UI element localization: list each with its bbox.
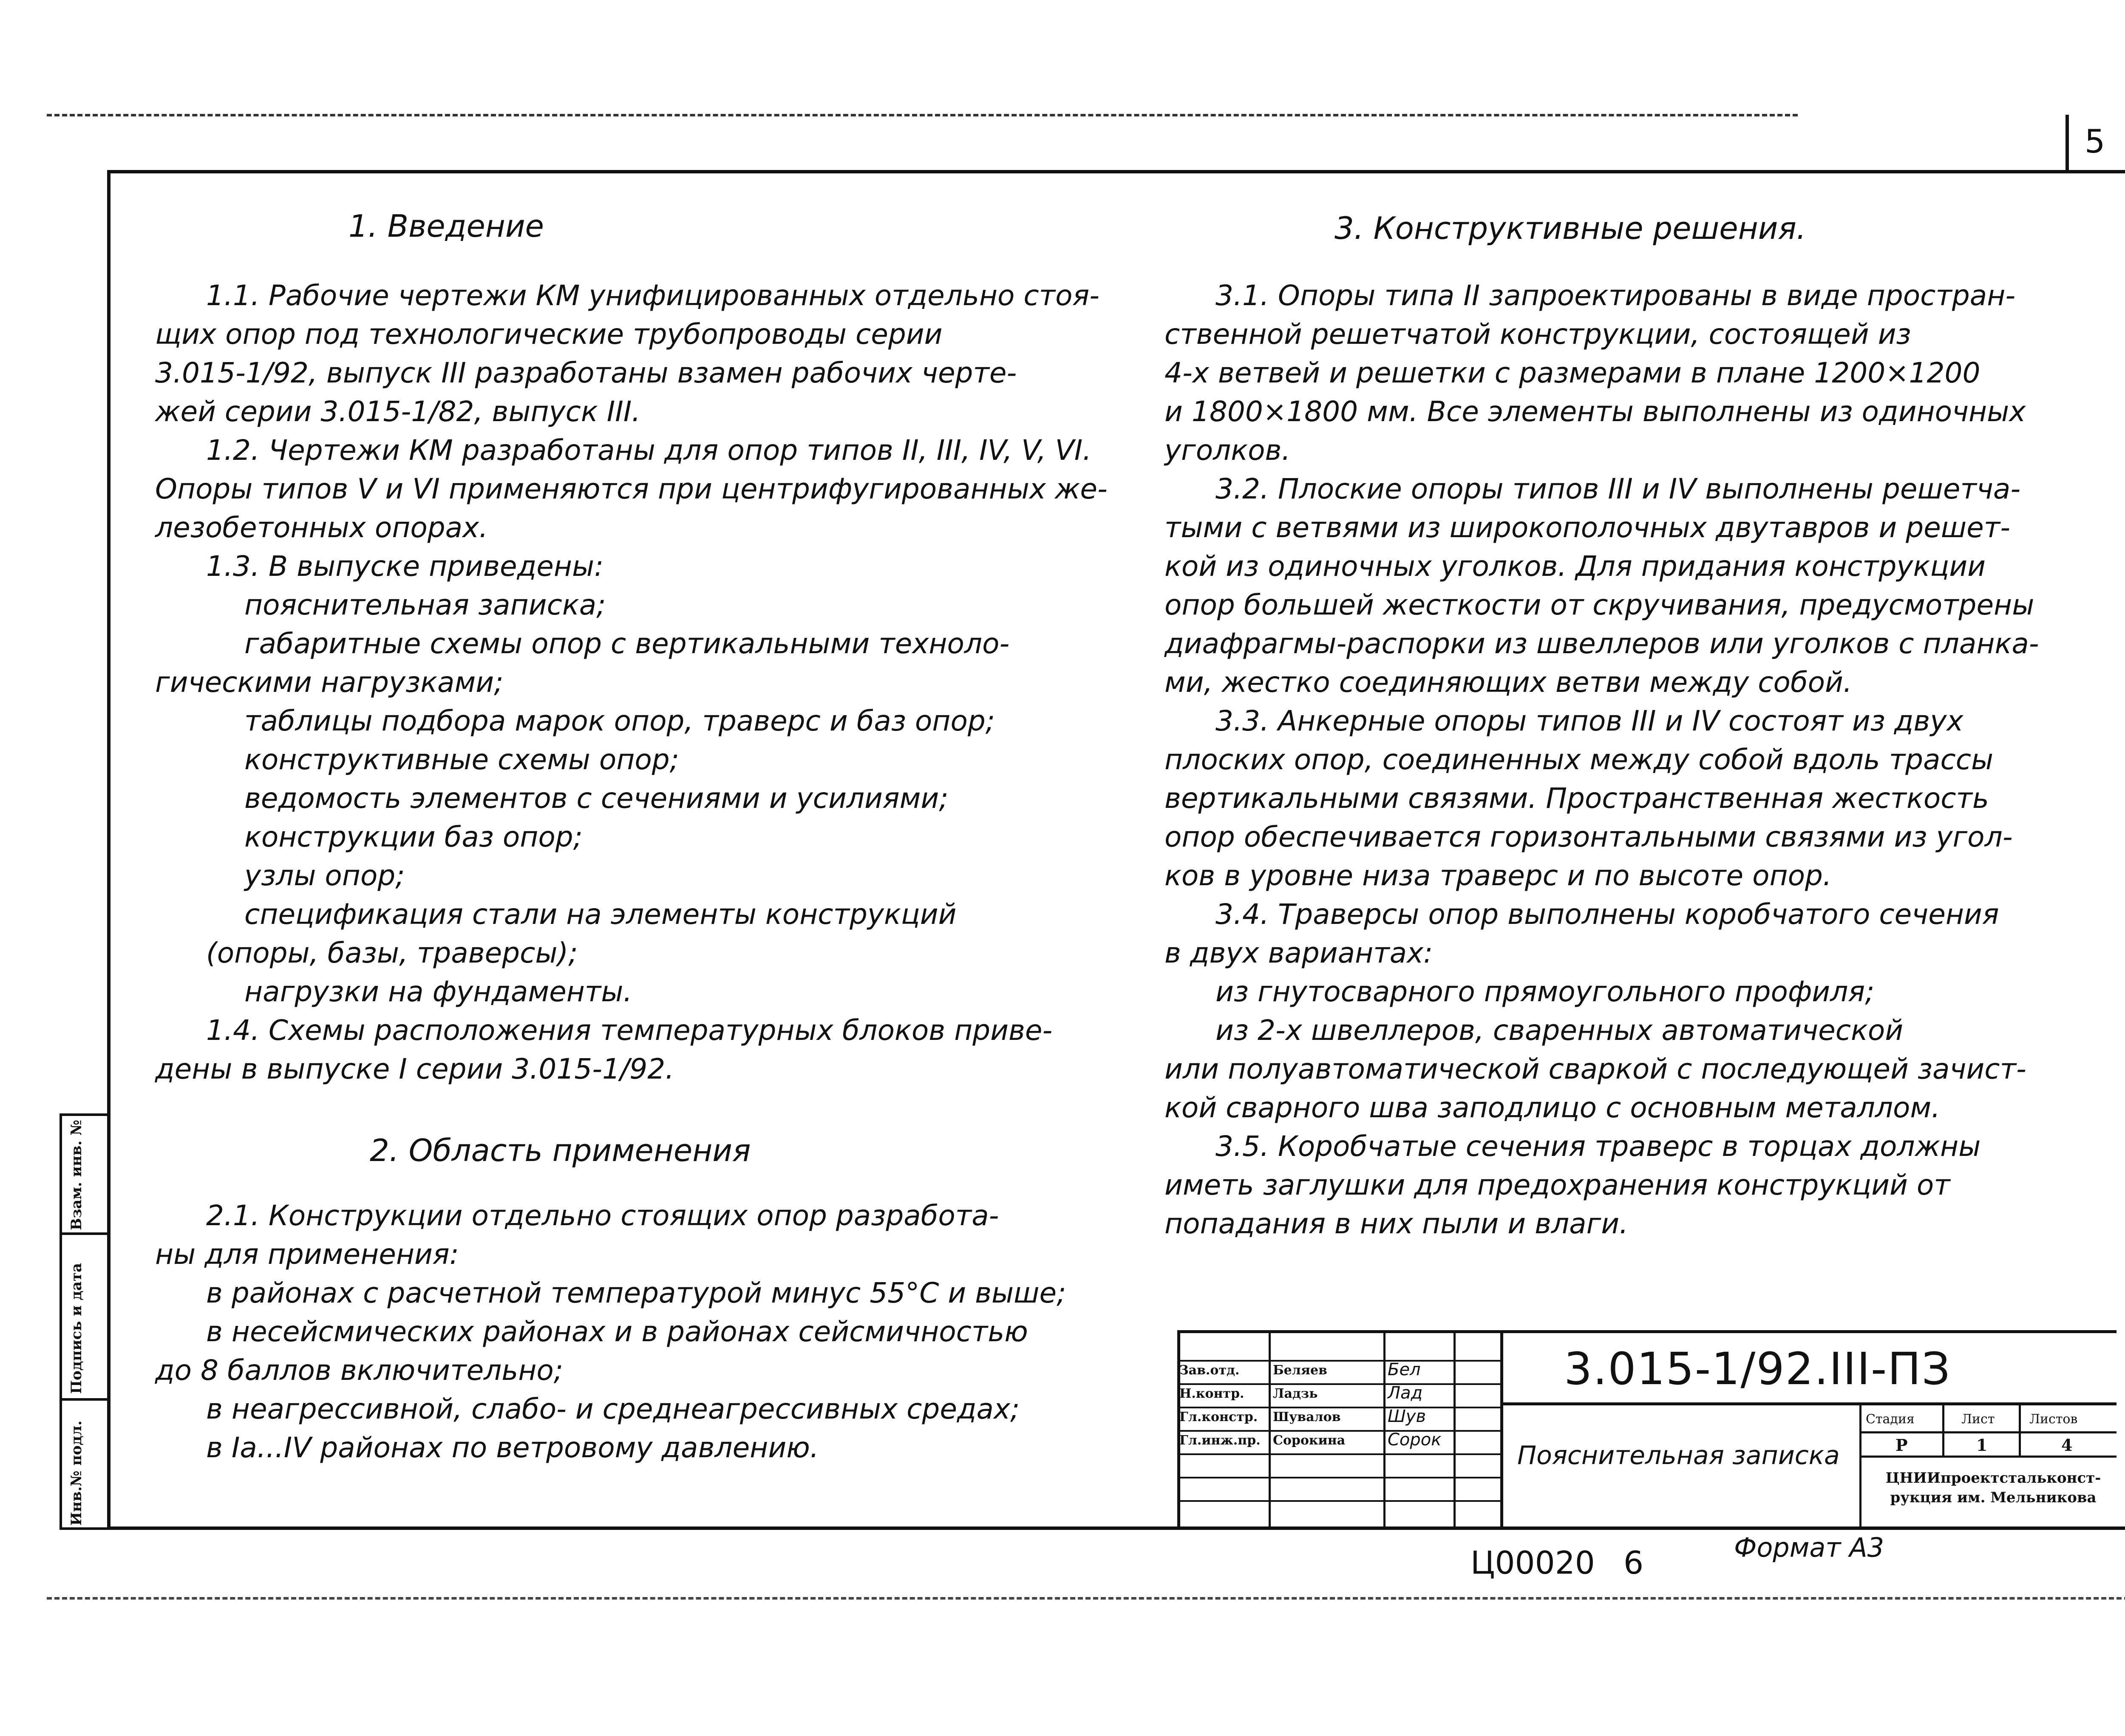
tb-person: Сорокина — [1273, 1433, 1346, 1448]
section-1-title: 1. Введение — [348, 208, 544, 244]
text-line: тыми с ветвями из широкополочных двутавров и решет- — [1164, 511, 2011, 544]
section-2-text — [155, 1196, 1133, 1467]
text-line: кой сварного шва заподлицо с основным металлом. — [1164, 1091, 1941, 1124]
tb-signature: Лад — [1388, 1383, 1423, 1403]
text-line: в неагрессивной, слабо- и среднеагрессивных средах; — [206, 1393, 1020, 1425]
text-line: лезобетонных опорах. — [155, 511, 488, 544]
stage-label: Стадия — [1866, 1412, 1915, 1427]
text-line: 4-х ветвей и решетки с размерами в плане 1200×1200 — [1164, 357, 1980, 389]
tb-line — [1177, 1360, 1500, 1362]
text-line: жей серии 3.015-1/82, выпуск III. — [155, 395, 641, 428]
text-line: попадания в них пыли и влаги. — [1164, 1207, 1629, 1240]
sheet-value: 1 — [1976, 1436, 1988, 1455]
text-line: габаритные схемы опор с вертикальными техноло- — [244, 627, 1010, 660]
text-line: из 2-х швеллеров, сваренных автоматической — [1216, 1014, 1904, 1047]
tb-line — [1177, 1453, 1500, 1455]
format-label: Формат А3 — [1734, 1532, 1884, 1563]
organization: ЦНИИпроектстальконст-рукция им. Мельникова — [1885, 1470, 2101, 1506]
text-line: ми, жестко соединяющих ветви между собой. — [1164, 666, 1852, 699]
top-cut-line — [47, 114, 1798, 116]
text-line: щих опор под технологические трубопроводы серии — [155, 318, 943, 351]
tb-signature: Шув — [1388, 1407, 1426, 1426]
tb-line — [1859, 1405, 1862, 1530]
text-line: ведомость элементов с сечениями и усилиями; — [244, 782, 949, 815]
text-line: в Iа...IV районах по ветровому давлению. — [206, 1431, 819, 1464]
sheet-label: Лист — [1961, 1412, 1995, 1427]
text-line: гическими нагрузками; — [155, 666, 504, 699]
text-line: (опоры, базы, траверсы); — [206, 937, 578, 969]
section-3-text — [1164, 276, 2121, 1243]
tb-line — [1177, 1383, 1500, 1385]
text-line: в несейсмических районах и в районах сейсмичностью — [206, 1315, 1028, 1348]
tb-signature: Сорок — [1388, 1430, 1442, 1450]
stage-value: Р — [1896, 1436, 1908, 1455]
text-line: 2.1. Конструкции отдельно стоящих опор разработа- — [206, 1199, 999, 1232]
copy-number: 6 — [1624, 1545, 1644, 1581]
tb-line — [1500, 1402, 2116, 1405]
text-line: конструктивные схемы опор; — [244, 743, 679, 776]
tb-role: Гл.инж.пр. — [1179, 1433, 1261, 1448]
text-line: опор большей жесткости от скручивания, предусмотрены — [1164, 589, 2034, 621]
text-line: диафрагмы-распорки из швеллеров или уголков с планка- — [1164, 627, 2039, 660]
text-line: 3.3. Анкерные опоры типов III и IV состоят из двух — [1216, 705, 1964, 737]
text-line: 1.2. Чертежи КМ разработаны для опор типов II, III, IV, V, VI. — [206, 434, 1092, 467]
text-line: ны для применения: — [155, 1238, 459, 1271]
tb-role: Зав.отд. — [1179, 1363, 1240, 1378]
text-line: 1.3. В выпуске приведены: — [206, 550, 604, 583]
tb-line — [1859, 1431, 2116, 1433]
text-line: конструкции баз опор; — [244, 821, 583, 853]
tb-line — [1500, 1330, 1503, 1530]
tb-person: Шувалов — [1273, 1410, 1341, 1424]
document-name: Пояснительная записка — [1517, 1441, 1840, 1470]
text-line: ственной решетчатой конструкции, состоящей из — [1164, 318, 1911, 351]
text-line: 3.015-1/92, выпуск III разработаны взамен рабочих черте- — [155, 357, 1017, 389]
text-line: пояснительная записка; — [244, 589, 606, 621]
section-3-title: 3. Конструктивные решения. — [1334, 210, 1806, 246]
tb-line — [1859, 1456, 2116, 1458]
side-inv-label: Инв.№ подл. — [68, 1420, 85, 1526]
tb-line — [1942, 1405, 1944, 1456]
text-line: или полуавтоматической сваркой с последующей зачист- — [1164, 1053, 2026, 1085]
text-line: дены в выпуске I серии 3.015-1/92. — [155, 1053, 674, 1085]
text-line: 3.2. Плоские опоры типов III и IV выполнены решетча- — [1216, 473, 2021, 505]
document-code: 3.015-1/92.III-ПЗ — [1564, 1343, 1951, 1395]
text-line: 3.5. Коробчатые сечения траверс в торцах должны — [1216, 1130, 1981, 1163]
text-line: Опоры типов V и VI применяются при центрифугированных же- — [155, 473, 1108, 505]
tb-line — [1177, 1430, 1500, 1432]
sheets-label: Листов — [2029, 1412, 2078, 1427]
text-line: опор обеспечивается горизонтальными связями из угол- — [1164, 821, 2013, 853]
text-line: иметь заглушки для предохранения конструкций от — [1164, 1169, 1950, 1201]
tb-line — [1177, 1477, 1500, 1478]
tb-signature: Бел — [1388, 1360, 1421, 1379]
text-line: 3.1. Опоры типа II запроектированы в виде простран- — [1216, 279, 2016, 312]
text-line: 3.4. Траверсы опор выполнены коробчатого сечения — [1216, 898, 1999, 931]
section-2-title: 2. Область применения — [370, 1133, 751, 1168]
tb-line — [2019, 1405, 2021, 1456]
text-line: вертикальными связями. Пространственная жесткость — [1164, 782, 1989, 815]
tb-role: Н.контр. — [1179, 1386, 1244, 1401]
sheets-value: 4 — [2061, 1436, 2073, 1455]
text-line: кой из одиночных уголков. Для придания конструкции — [1164, 550, 1986, 583]
text-line: из гнутосварного прямоугольного профиля; — [1216, 975, 1875, 1008]
text-line: ков в уровне низа траверс и по высоте опор. — [1164, 859, 1832, 892]
text-line: в районах с расчетной температурой минус 55°С и выше; — [206, 1277, 1066, 1309]
side-stamp-divider — [60, 1232, 107, 1235]
text-line: спецификация стали на элементы конструкций — [244, 898, 957, 931]
section-1-text — [155, 276, 1133, 1088]
text-line: 1.1. Рабочие чертежи КМ унифицированных отдельно стоя- — [206, 279, 1099, 312]
tb-person: Ладзь — [1273, 1386, 1318, 1401]
side-stamp-divider — [60, 1398, 107, 1401]
bottom-cut-line — [47, 1597, 2125, 1600]
tb-line — [1177, 1407, 1500, 1408]
text-line: 1.4. Схемы расположения температурных блоков приве- — [206, 1014, 1053, 1047]
text-line: нагрузки на фундаменты. — [244, 975, 632, 1008]
inventory-number: Ц00020 — [1470, 1545, 1595, 1581]
text-line: в двух вариантах: — [1164, 937, 1433, 969]
text-line: и 1800×1800 мм. Все элементы выполнены из одиночных — [1164, 395, 2026, 428]
side-sign-label: Подпись и дата — [68, 1263, 85, 1394]
tb-role: Гл.констр. — [1179, 1410, 1258, 1424]
text-line: уголков. — [1164, 434, 1291, 467]
text-line: до 8 баллов включительно; — [155, 1354, 564, 1387]
text-line: узлы опор; — [244, 859, 405, 892]
tb-line — [1177, 1500, 1500, 1502]
side-replaced-label: Взам. инв. № — [68, 1119, 85, 1230]
text-line: таблицы подбора марок опор, траверс и баз опор; — [244, 705, 995, 737]
text-line: плоских опор, соединенных между собой вдоль трассы — [1164, 743, 1994, 776]
tb-person: Беляев — [1273, 1363, 1327, 1378]
page-number: 5 — [2085, 122, 2105, 160]
